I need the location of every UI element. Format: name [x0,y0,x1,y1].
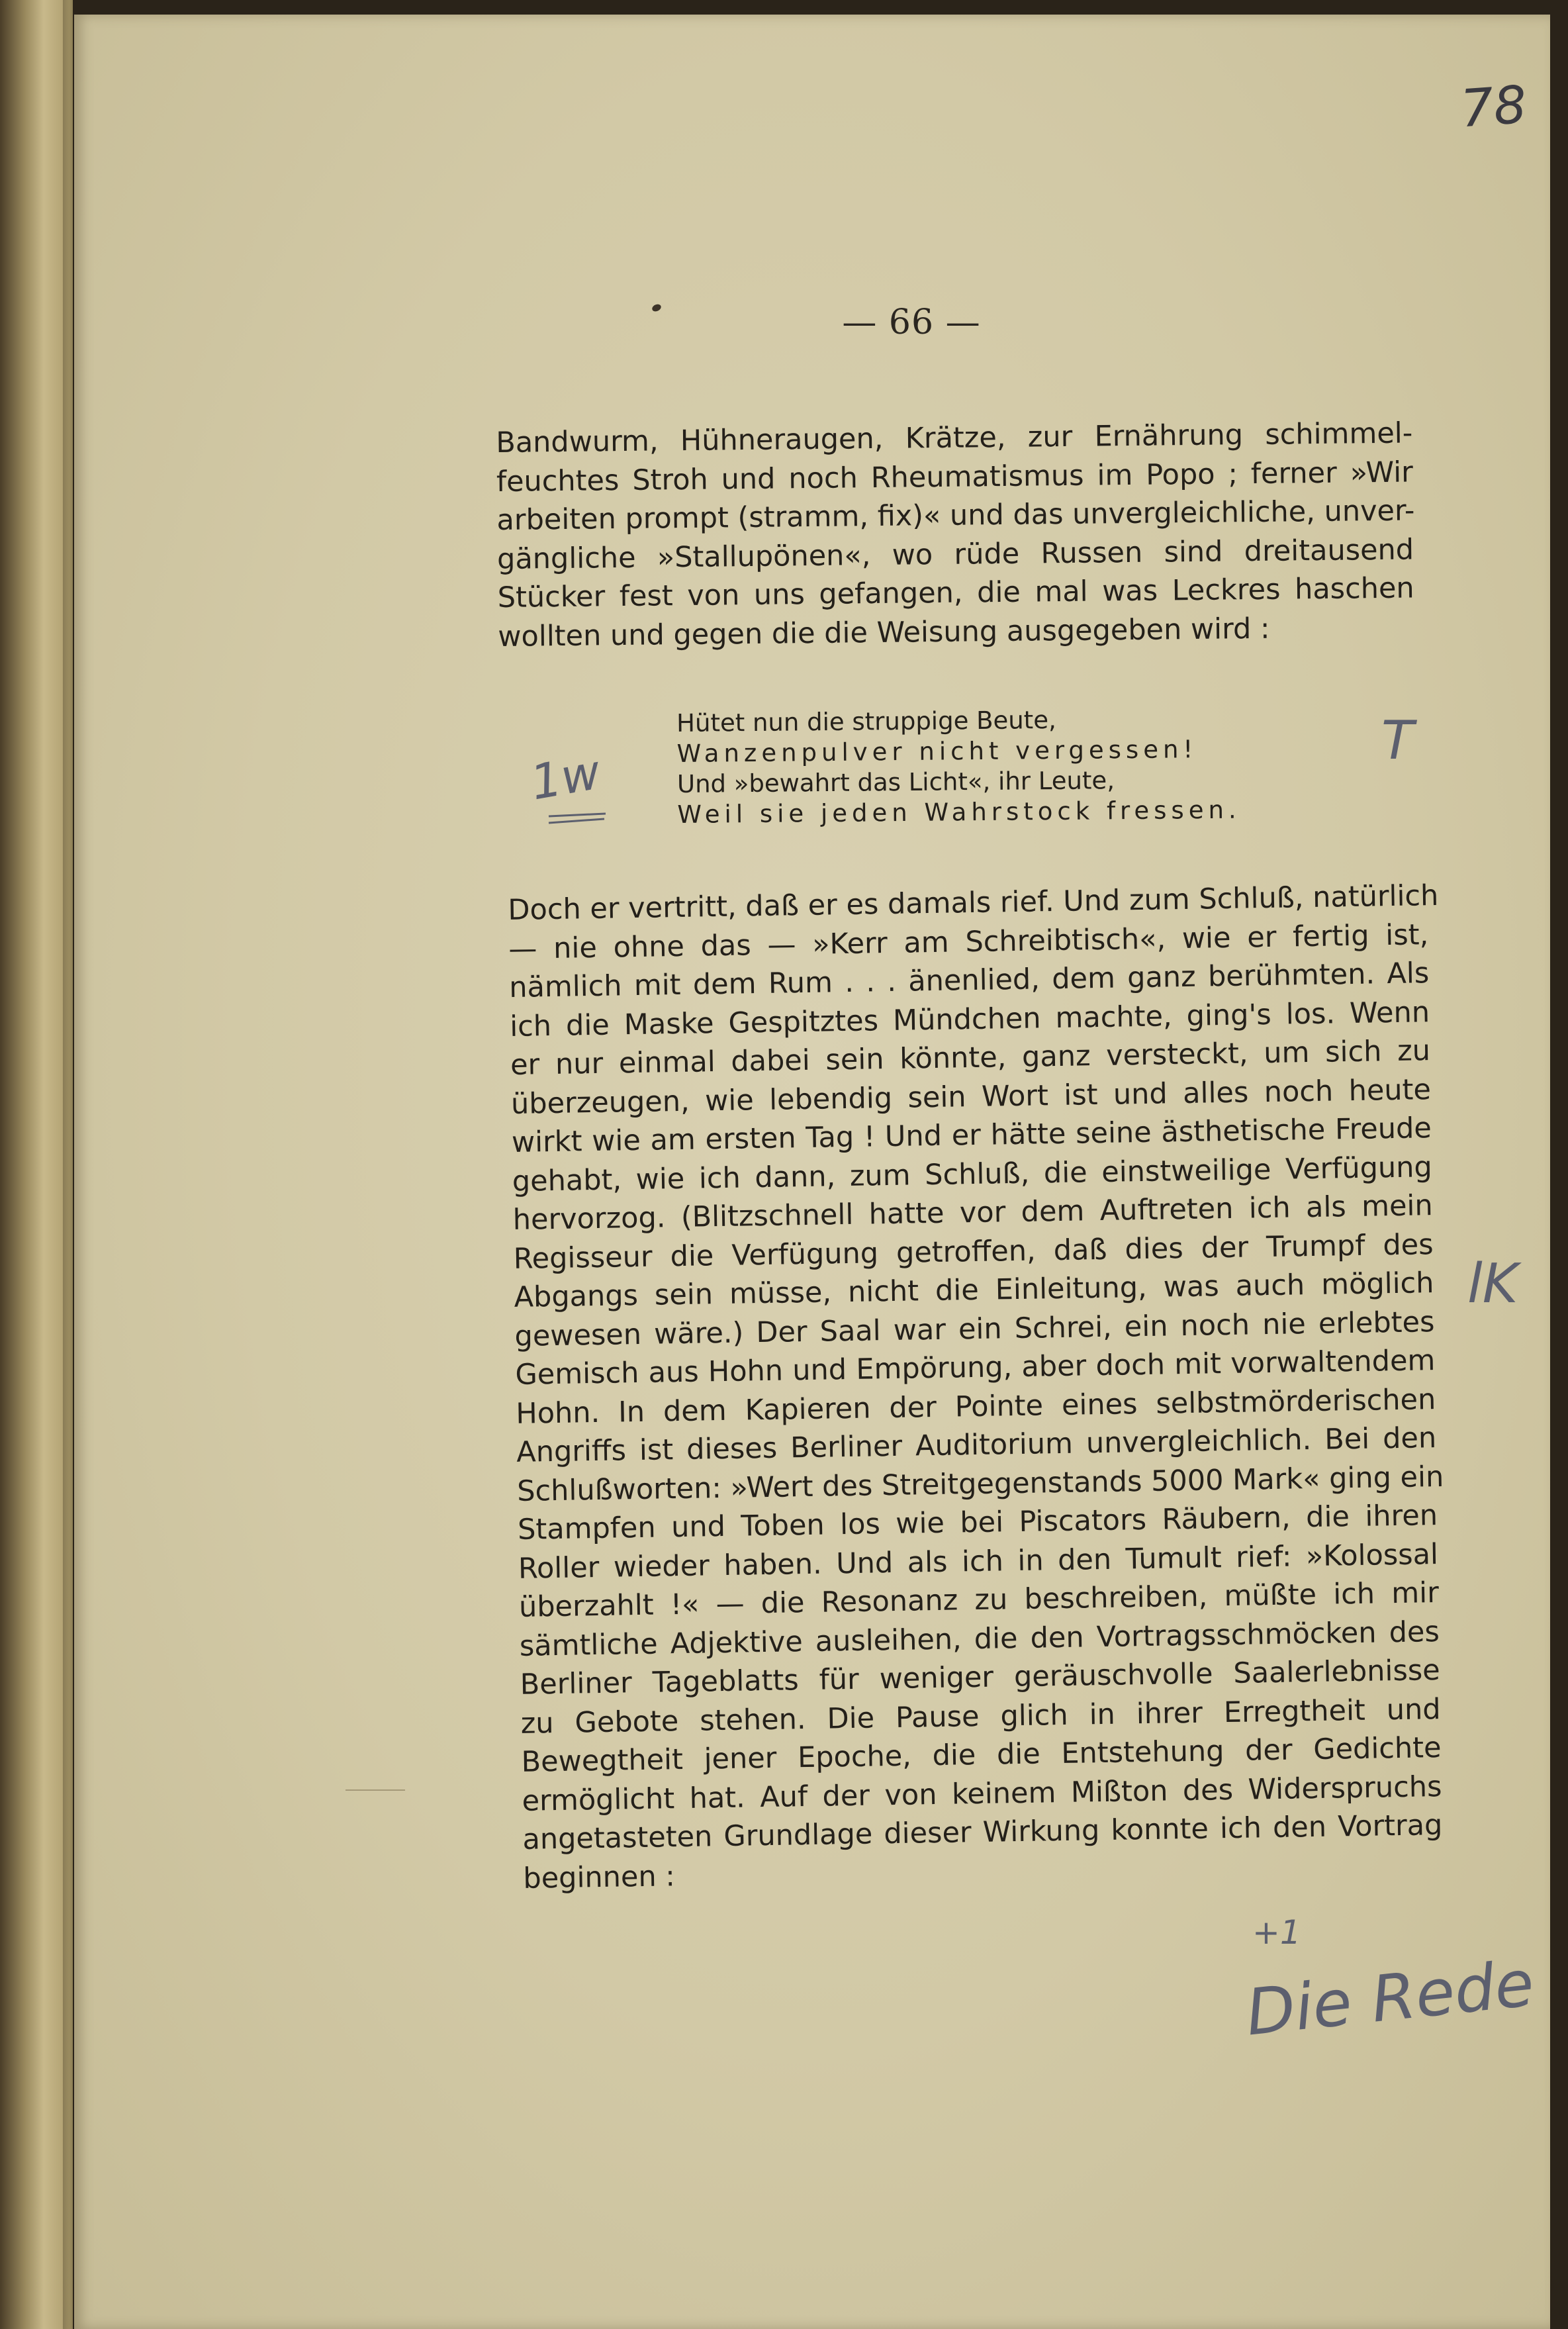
text-line: Gemisch aus Hohn und Empörung, aber doch mit vorwaltendem [515,1344,1436,1392]
text-line: angetasteten Grundlage dieser Wirkung konnte ich den Vortrag [522,1808,1443,1856]
text-line: Stampfen und Toben los wie bei Piscators Räubern, die ihren [517,1499,1438,1546]
book-spine-edge [0,0,73,2329]
text-line: hervorzog. (Blitzschnell hatte vor dem Auftreten ich als mein [512,1189,1434,1237]
poem-line: Hütet nun die struppige Beute, [676,705,1056,737]
margin-annotation-left: 1w [526,743,605,811]
text-line: er nur einmal dabei sein könnte, ganz versteckt, um sich zu [510,1034,1431,1082]
paper-crease [346,1789,405,1791]
text-line: wollten und gegen die die Weisung ausgegeben wird : [498,612,1270,653]
text-line: ich die Maske Gespitztes Mündchen machte, ging's los. Wenn [509,995,1430,1043]
poem-line: Weil sie jeden Wahrstock fressen. [677,795,1241,829]
poem-line: Wanzenpulver nicht vergessen! [676,735,1198,768]
text-line: nämlich mit dem Rum . . . änenlied, dem ganz berühmten. Als [508,957,1430,1004]
book-page [74,15,1550,2329]
text-line: Abgangs sein müsse, nicht die Einleitung, was auch möglich [514,1266,1434,1314]
text-line: arbeiten prompt (stramm, fix)« und das unvergleichliche, unver- [496,494,1415,537]
annotation-underline [547,812,607,826]
poem-stanza [676,702,1340,830]
text-line: Bandwurm, Hühneraugen, Krätze, zur Ernährung schimmel- [496,416,1413,459]
text-line: Hohn. In dem Kapieren der Pointe eines selbstmörderischen [516,1382,1436,1431]
text-line: feuchtes Stroh und noch Rheumatismus im Popo ; ferner »Wir [496,455,1414,499]
text-line: gehabt, wie ich dann, zum Schluß, die einstweilige Verfügung [512,1150,1433,1198]
text-line: beginnen : [523,1859,676,1895]
paragraph-1 [496,414,1415,655]
text-line: zu Gebote stehen. Die Pause glich in ihrer Erregtheit und [520,1692,1441,1740]
text-line: Angriffs ist dieses Berliner Auditorium unvergleichlich. Bei den [516,1421,1437,1469]
text-line: Stücker fest von uns gefangen, die mal was Leckres haschen [497,571,1414,614]
text-line: sämtliche Adjektive ausleihen, die den Vortragsschmöcken des [519,1615,1440,1663]
margin-annotation-right-middle: lK [1467,1253,1518,1315]
text-line: Doch er vertritt, daß er es damals rief. Und zum Schluß, natürlich [508,879,1439,927]
text-line: überzahlt !« — die Resonanz zu beschreiben, müßte ich mir [518,1576,1440,1624]
ink-spot [651,303,663,313]
poem-line: Und »bewahrt das Licht«, ihr Leute, [676,766,1115,798]
paragraph-2 [508,877,1444,1898]
bottom-handwritten-note: Die Rede [1242,1946,1538,2050]
text-line: Berliner Tageblatts für weniger geräuschvolle Saalerlebnisse [520,1654,1441,1701]
text-line: überzeugen, wie lebendig sein Wort ist und alles noch heute [510,1072,1432,1121]
folio-annotation: 78 [1458,75,1529,140]
text-line: gängliche »Stallupönen«, wo rüde Russen sind dreitausend [496,532,1414,576]
text-line: gewesen wäre.) Der Saal war ein Schrei, ein noch nie erlebtes [514,1305,1435,1353]
page-number: — 66 — [842,303,981,342]
text-line: Roller wieder haben. Und als ich in den Tumult rief: »Kolossal [518,1537,1439,1586]
text-line: — nie ohne das — »Kerr am Schreibtisch«, wie er fertig ist, [508,918,1429,966]
bottom-plus-annotation: +1 [1252,1913,1301,1952]
text-line: wirkt wie am ersten Tag ! Und er hätte seine ästhetische Freude [511,1112,1432,1159]
text-line: ermöglicht hat. Auf der von keinem Mißton des Widerspruchs [522,1770,1442,1818]
text-line: Bewegtheit jener Epoche, die die Entstehung der Gedichte [521,1731,1442,1779]
text-line: Schlußworten: »Wert des Streitgegenstands 5000 Mark« ging ein [516,1460,1444,1508]
margin-annotation-right-top: T [1381,710,1414,771]
text-line: Regisseur die Verfügung getroffen, daß dies der Trumpf des [513,1227,1434,1276]
